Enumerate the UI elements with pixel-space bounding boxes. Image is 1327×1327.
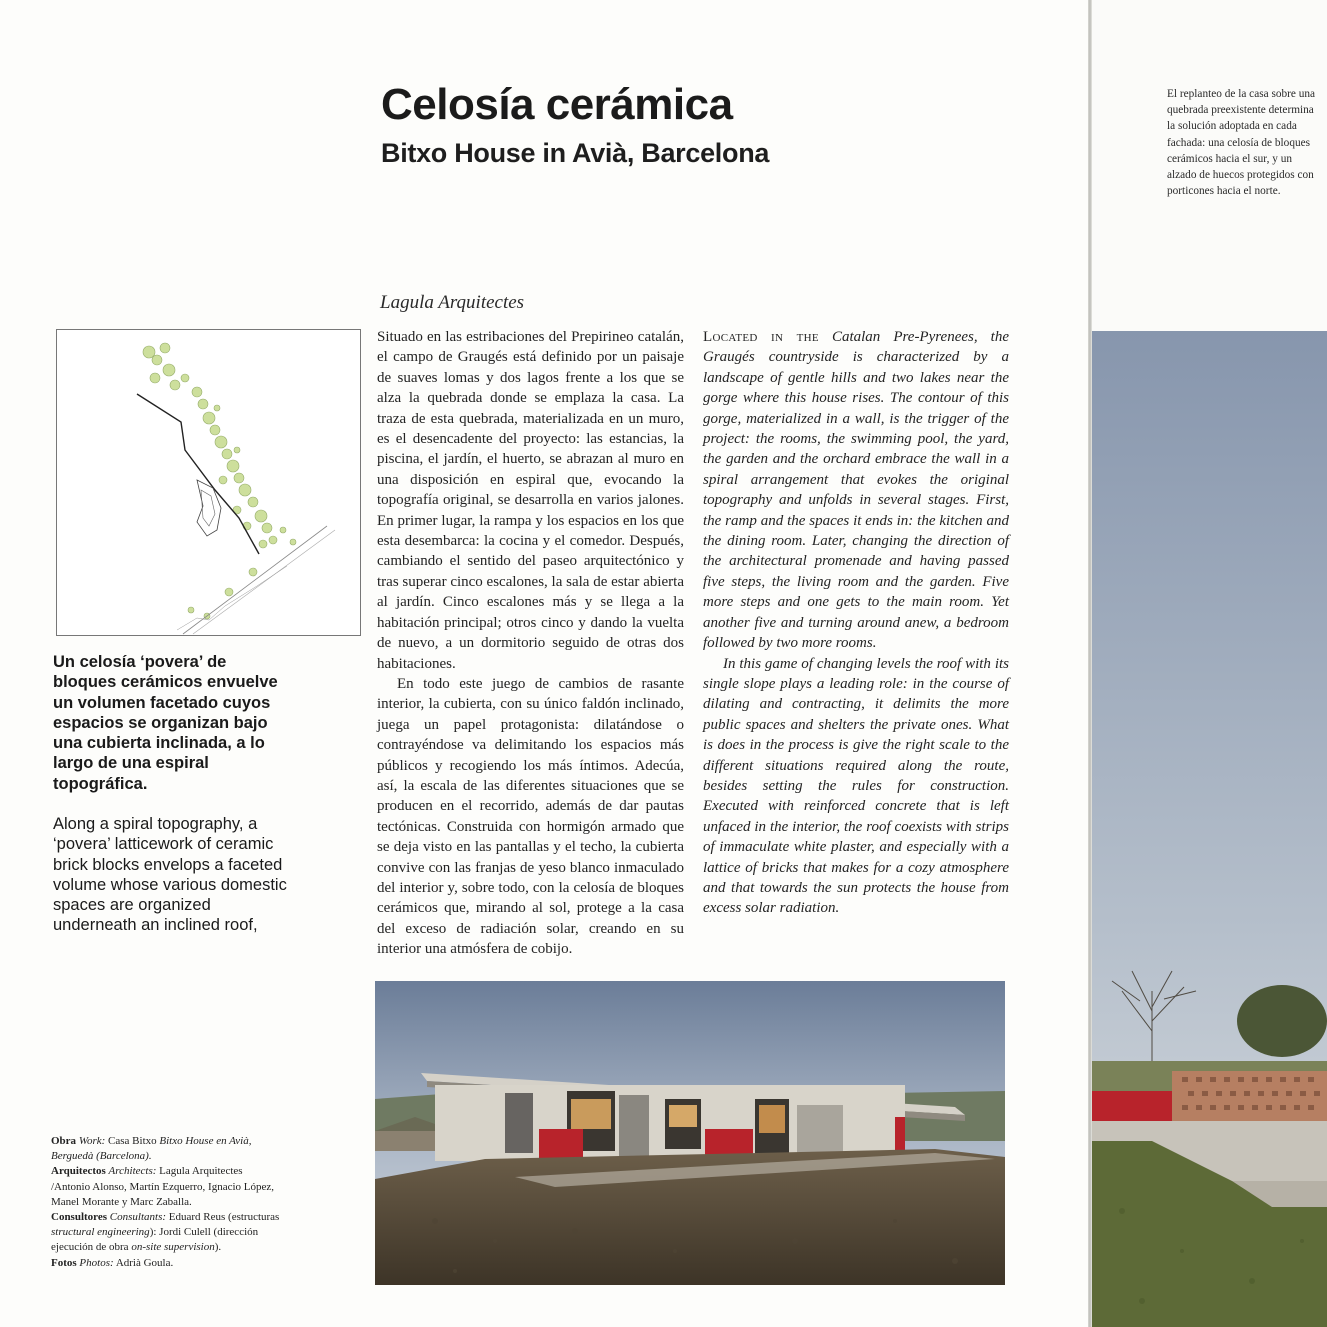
- body-en-paragraph: [703, 327, 1009, 654]
- lead-english: Along a spiral topography, a ‘povera’ latticework of ceramic brick blocks envelops a faceted volume whose various domestic spaces are organized underneath an inclined roof,: [53, 815, 287, 935]
- project-credits: [51, 1134, 281, 1271]
- article-subtitle: Bitxo House in Avià, Barcelona: [381, 138, 770, 168]
- lead-spanish: Un celosía ‘povera’ de bloques cerámicos envuelve un volumen facetado cuyos espacios se organizan bajo una cubierta inclinada, a lo largo de una espiral topográfica.: [53, 653, 278, 793]
- garden-photo-image: [1092, 331, 1327, 1327]
- article-author: Lagula Arquitectes: [380, 292, 525, 313]
- article-title: Celosía cerámica: [381, 80, 733, 129]
- house-photo-image: [375, 981, 1005, 1285]
- body-es-paragraph: En todo este juego de cambios de rasante interior, la cubierta, con su único faldón inclinado, juega un papel protagonista: dilatándose o contrayéndose va delimitando los espacios más públicos y recogiendo los más íntimos. Adecúa, así, la escala de las diferentes situaciones que se producen en el recorrido, además de dar pautas tectónicas. Construida con hormigón armado que se deja visto en las pantallas y el techo, la cubierta convive con las franjas de yeso blanco inmaculado del interior y, sobre todo, con la celosía de bloques cerámicos que, mirando al sol, protege a la casa del exceso de radiación solar, creando en su interior una atmósfera de cobijo.: [377, 675, 684, 958]
- body-text-spanish: [377, 327, 684, 960]
- garden-photo: [1092, 331, 1327, 1327]
- site-plan-drawing: [57, 330, 360, 635]
- body-text-english: [703, 327, 1009, 919]
- body-en-text: Catalan Pre-Pyrenees, the Graugés countryside is characterized by a landscape of gentle hills and two lakes near the gorge where this house rises. The contour of this gorge, materialized in a wall, is the trigger of the project: the rooms, the swimming pool, the yard, the garden and the orchard embrace the wall in a spiral arrangement that evokes the original topography and unfolds in several stages. First, the ramp and the spaces it ends in: the kitchen and the dining room. Later, changing the direction of the architectural promenade and having passed five steps, the living room and the garden. Five more steps and one gets to the main room. Yet another five and turning around anew, a bedroom followed by two more rooms.: [703, 329, 1009, 652]
- house-photo: [375, 981, 1005, 1285]
- credit-architects: Arquitectos Architects: Lagula Arquitectes /Antonio Alonso, Martín Ezquerro, Ignacio López, Manel Morante y Marc Zaballa.: [51, 1165, 275, 1208]
- credit-photos: Fotos Photos: Adrià Goula.: [51, 1256, 174, 1269]
- credit-work: Obra Work: Casa Bitxo Bitxo House en Avià, Berguedà (Barcelona).: [51, 1135, 252, 1163]
- site-plan-figure: [56, 329, 361, 636]
- credit-consultants: Consultores Consultants: Eduard Reus (estructuras structural engineering): Jordi Culell (dirección ejecución de obra on-site supervision).: [51, 1211, 280, 1254]
- body-es-paragraph: Situado en las estribaciones del Prepirineo catalán, el campo de Graugés está definido por un paisaje de suaves lomas y dos lagos frente a los que se alza la quebrada donde se emplaza la casa. La traza de esta quebrada, materializada en un muro, es el desencadente del proyecto: las estancias, la piscina, el jardín, el huerto, se abrazan al muro en una disposición en espiral que, evocando la topografía original, se desarrolla en varios jalones. En primer lugar, la rampa y los espacios en los que esta desembarca: la cocina y el comedor. Después, cambiando el sentido del paseo arquitectónico y tras superar cinco escalones, la sala de estar abierta al jardín. Cinco escalones más y se llega a la habitación principal; otros cinco y dando la vuelta de nuevo, a un dormitorio seguido de otras dos habitaciones.: [377, 329, 684, 672]
- body-en-lead-in: Located in the: [703, 329, 819, 345]
- body-en-paragraph: In this game of changing levels the roof with its single slope plays a leading role: in the course of dilating and contracting, it delimits the more public spaces and shelters the private ones. What is does in the process is give the right scale to the different situations required along the route, besides setting the rules for construction. Executed with reinforced concrete that is left unfaced in the interior, the roof coexists with strips of immaculate white plaster, and especially with a lattice of bricks that makes for a cozy atmosphere and that towards the sun protects the house from excess solar radiation.: [703, 655, 1009, 917]
- side-caption: El replanteo de la casa sobre una quebrada preexistente determina la solución adoptada en cada fachada: una celosía de bloques cerámicos hacia el sur, y un alzado de huecos protegidos con porticones hacia el norte.: [1167, 88, 1316, 198]
